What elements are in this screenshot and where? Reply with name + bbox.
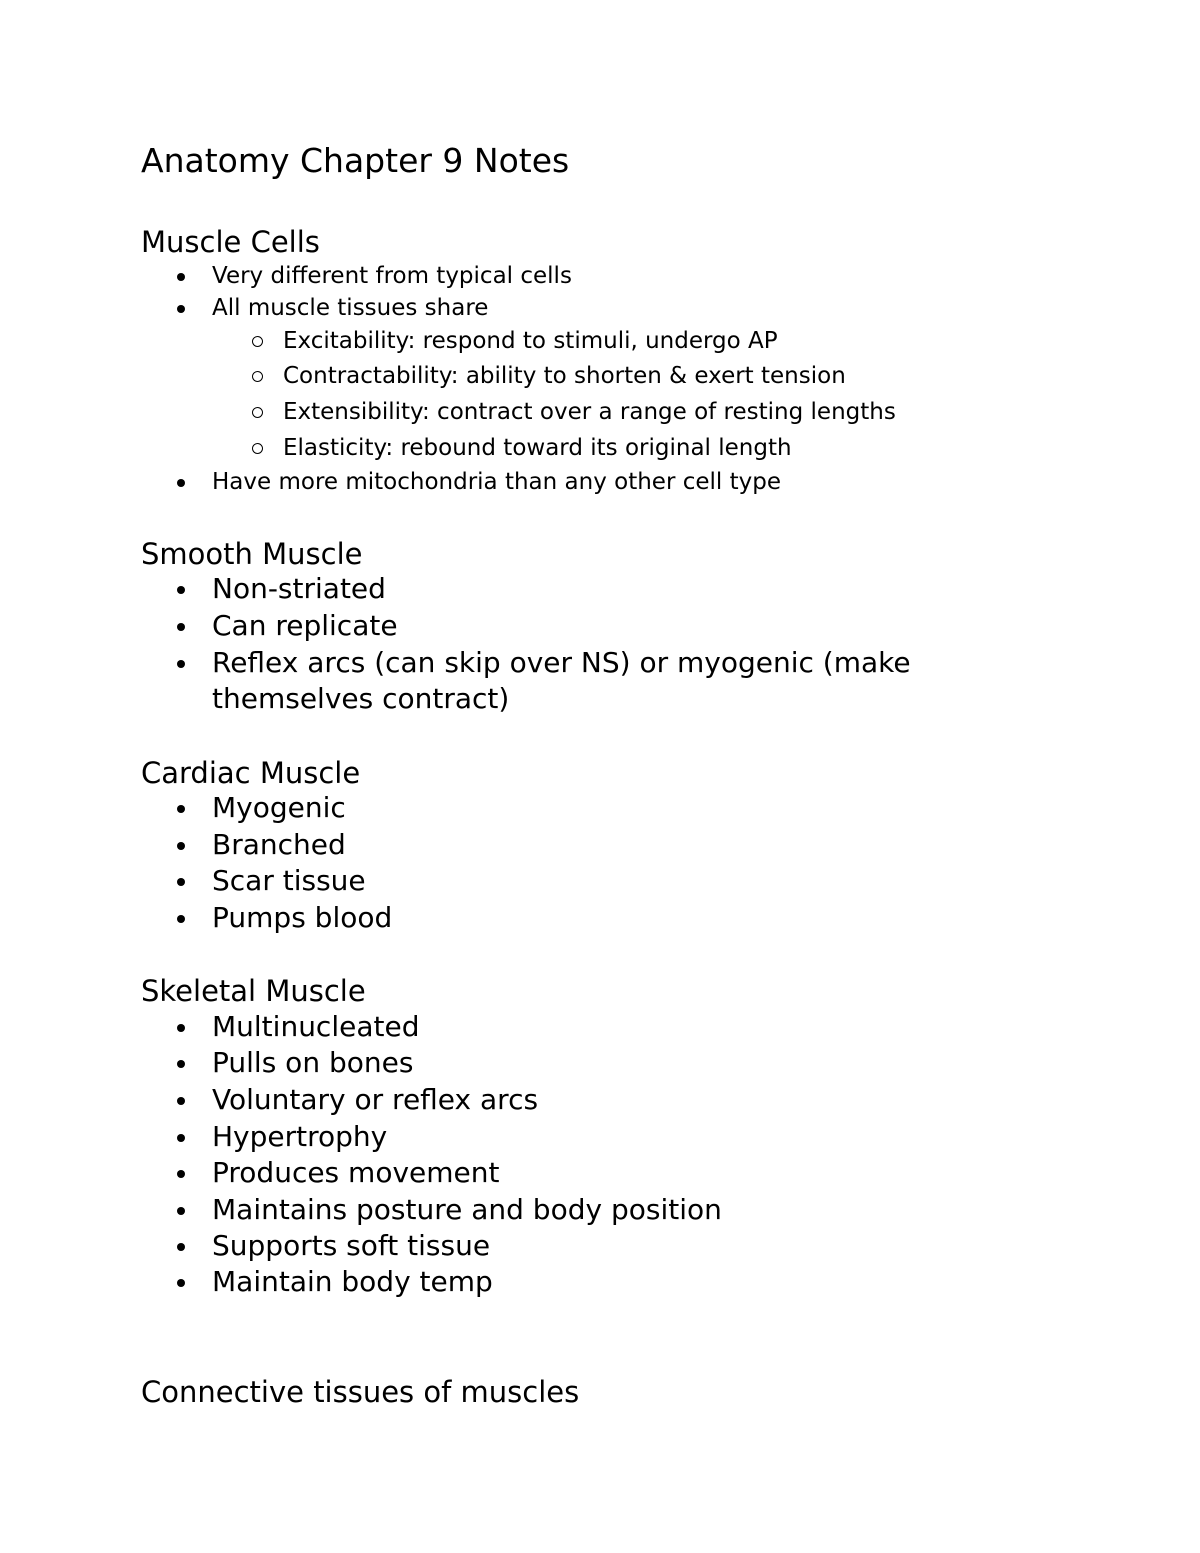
document-title: Anatomy Chapter 9 Notes bbox=[141, 141, 570, 180]
hollow-bullet-icon bbox=[249, 433, 265, 463]
bullet-icon bbox=[174, 1119, 188, 1155]
list-item bbox=[0, 571, 1200, 607]
bullet-icon bbox=[174, 261, 188, 291]
list-item-text: Scar tissue bbox=[212, 864, 366, 897]
list-item bbox=[0, 790, 1200, 826]
bullet-icon bbox=[174, 1264, 188, 1300]
list-item bbox=[0, 1228, 1200, 1264]
sub-list-item bbox=[0, 433, 1200, 463]
sub-list-item-text: Elasticity: rebound toward its original length bbox=[283, 435, 792, 461]
list-item-text: themselves contract) bbox=[212, 682, 510, 715]
bullet-icon bbox=[174, 293, 188, 323]
bullet-icon bbox=[174, 900, 188, 936]
bullet-icon bbox=[174, 467, 188, 497]
list-item-text: Pumps blood bbox=[212, 901, 393, 934]
bullet-icon bbox=[174, 1228, 188, 1264]
list-item bbox=[0, 1009, 1200, 1045]
list-item bbox=[0, 293, 1200, 323]
list-item-text: Branched bbox=[212, 828, 346, 861]
list-item bbox=[0, 900, 1200, 936]
list-item-text: Maintain body temp bbox=[212, 1265, 493, 1298]
list-item-text: Can replicate bbox=[212, 609, 398, 642]
list-item-text: Hypertrophy bbox=[212, 1120, 388, 1153]
list-item bbox=[0, 1119, 1200, 1155]
sub-list-item bbox=[0, 326, 1200, 356]
list-item-text: Maintains posture and body position bbox=[212, 1193, 722, 1226]
list-item bbox=[0, 1045, 1200, 1081]
list-item-text: Pulls on bones bbox=[212, 1046, 414, 1079]
bullet-icon bbox=[174, 827, 188, 863]
section-heading-cardiac-muscle: Cardiac Muscle bbox=[141, 756, 361, 790]
sub-list-item bbox=[0, 361, 1200, 391]
list-item bbox=[0, 261, 1200, 291]
bullet-icon bbox=[174, 571, 188, 607]
hollow-bullet-icon bbox=[249, 361, 265, 391]
bullet-icon bbox=[174, 608, 188, 644]
list-item-text: All muscle tissues share bbox=[212, 295, 489, 321]
list-item-text: Reflex arcs (can skip over NS) or myogenic (make bbox=[212, 646, 911, 679]
bullet-icon bbox=[174, 1192, 188, 1228]
list-item-text: Voluntary or reflex arcs bbox=[212, 1083, 539, 1116]
section-heading-connective-tissues: Connective tissues of muscles bbox=[141, 1375, 580, 1409]
list-item-text: Have more mitochondria than any other cell type bbox=[212, 469, 781, 495]
list-item-text: Non-striated bbox=[212, 572, 386, 605]
bullet-icon bbox=[174, 1155, 188, 1191]
list-item bbox=[0, 1192, 1200, 1228]
list-item-text: Produces movement bbox=[212, 1156, 500, 1189]
bullet-icon bbox=[174, 645, 188, 681]
list-item-text: Very different from typical cells bbox=[212, 263, 572, 289]
list-item bbox=[0, 863, 1200, 899]
bullet-icon bbox=[174, 1082, 188, 1118]
bullet-icon bbox=[174, 790, 188, 826]
list-item-text: Multinucleated bbox=[212, 1010, 420, 1043]
section-heading-smooth-muscle: Smooth Muscle bbox=[141, 537, 363, 571]
list-item bbox=[0, 1264, 1200, 1300]
sub-list-item-text: Excitability: respond to stimuli, undergo AP bbox=[283, 328, 778, 354]
sub-list-item-text: Extensibility: contract over a range of resting lengths bbox=[283, 399, 896, 425]
section-heading-skeletal-muscle: Skeletal Muscle bbox=[141, 974, 366, 1008]
list-item bbox=[0, 1082, 1200, 1118]
bullet-icon bbox=[174, 863, 188, 899]
hollow-bullet-icon bbox=[249, 397, 265, 427]
list-item-text: Supports soft tissue bbox=[212, 1229, 491, 1262]
bullet-icon bbox=[174, 1045, 188, 1081]
list-item bbox=[0, 827, 1200, 863]
list-item bbox=[0, 467, 1200, 497]
list-item bbox=[0, 645, 1200, 681]
bullet-icon bbox=[174, 1009, 188, 1045]
list-item-text: Myogenic bbox=[212, 791, 346, 824]
section-heading-muscle-cells: Muscle Cells bbox=[141, 225, 320, 259]
sub-list-item bbox=[0, 397, 1200, 427]
list-item-continuation bbox=[0, 681, 1200, 717]
list-item bbox=[0, 1155, 1200, 1191]
hollow-bullet-icon bbox=[249, 326, 265, 356]
list-item bbox=[0, 608, 1200, 644]
sub-list-item-text: Contractability: ability to shorten & exert tension bbox=[283, 363, 846, 389]
